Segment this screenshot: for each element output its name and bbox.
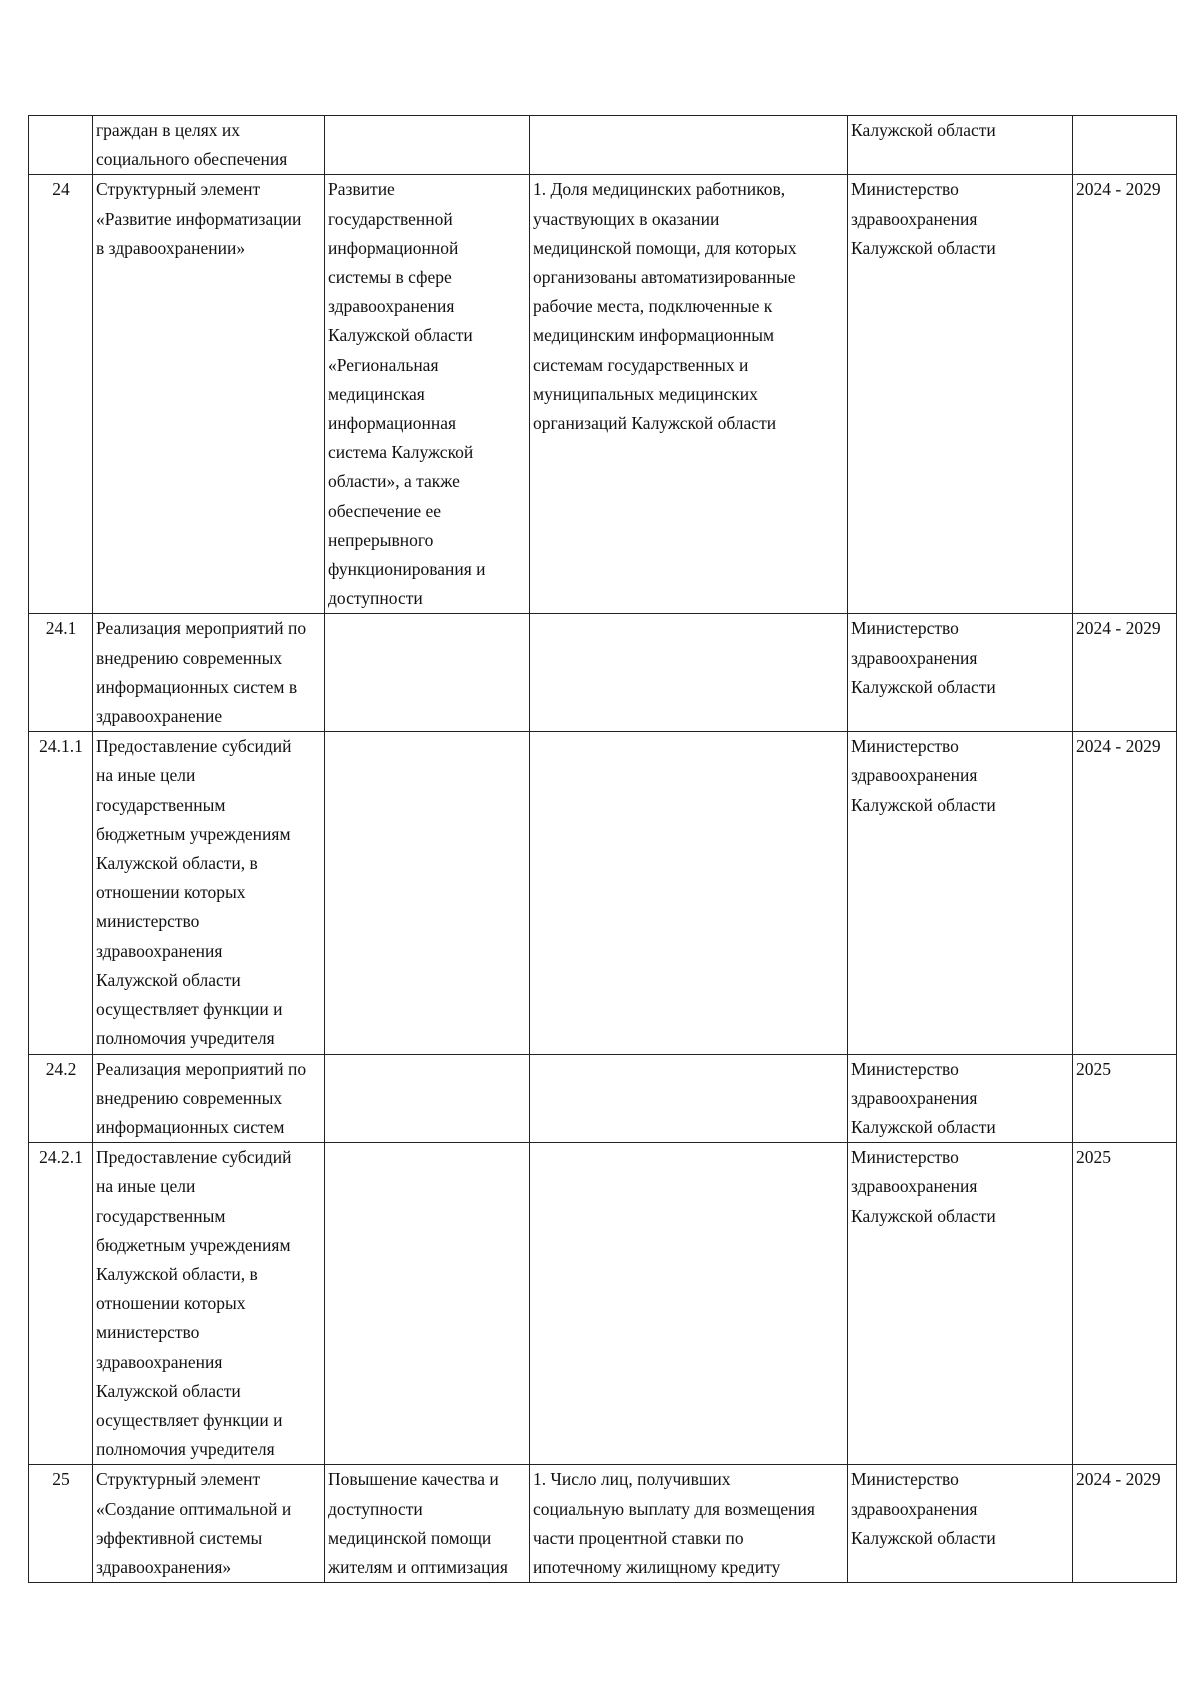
cell-name: Реализация мероприятий по внедрению современных информационных систем — [93, 1054, 325, 1143]
table-row — [29, 614, 1177, 732]
cell-task — [325, 1054, 530, 1143]
cell-indicator: 1. Доля медицинских работников, участвующих в оказании медицинской помощи, для которых организованы автоматизированные рабочие места, подключенные к медицинским информационным системам государственных и муниципальных медицинских организаций Калужской области — [530, 175, 848, 614]
cell-number: 24 — [29, 175, 93, 614]
cell-number: 24.2 — [29, 1054, 93, 1143]
cell-indicator — [530, 116, 848, 175]
table-row — [29, 1054, 1177, 1143]
cell-period — [1073, 116, 1177, 175]
cell-period: 2025 — [1073, 1143, 1177, 1465]
cell-name: Структурный элемент «Создание оптимальной и эффективной системы здравоохранения» — [93, 1465, 325, 1583]
cell-number: 24.1.1 — [29, 732, 93, 1054]
cell-task — [325, 1143, 530, 1465]
cell-number: 24.2.1 — [29, 1143, 93, 1465]
cell-number: 24.1 — [29, 614, 93, 732]
program-measures-table — [28, 115, 1177, 1583]
cell-name: Предоставление субсидий на иные цели государственным бюджетным учреждениям Калужской области, в отношении которых министерство здравоохранения Калужской области осуществляет функции и полномочия учредителя — [93, 732, 325, 1054]
table-row — [29, 116, 1177, 175]
cell-responsible: Министерство здравоохранения Калужской области — [848, 1054, 1073, 1143]
table-row — [29, 732, 1177, 1054]
cell-indicator — [530, 614, 848, 732]
table-row — [29, 175, 1177, 614]
cell-task — [325, 116, 530, 175]
cell-period: 2024 - 2029 — [1073, 175, 1177, 614]
cell-responsible: Министерство здравоохранения Калужской области — [848, 175, 1073, 614]
cell-responsible: Министерство здравоохранения Калужской области — [848, 614, 1073, 732]
cell-responsible: Министерство здравоохранения Калужской области — [848, 732, 1073, 1054]
cell-task — [325, 732, 530, 1054]
cell-responsible: Министерство здравоохранения Калужской области — [848, 1143, 1073, 1465]
cell-indicator — [530, 732, 848, 1054]
cell-task: Повышение качества и доступности медицинской помощи жителям и оптимизация — [325, 1465, 530, 1583]
cell-name: граждан в целях их социального обеспечения — [93, 116, 325, 175]
cell-period: 2024 - 2029 — [1073, 1465, 1177, 1583]
cell-indicator — [530, 1143, 848, 1465]
cell-indicator — [530, 1054, 848, 1143]
table-row — [29, 1143, 1177, 1465]
cell-name: Структурный элемент «Развитие информатизации в здравоохранении» — [93, 175, 325, 614]
cell-period: 2025 — [1073, 1054, 1177, 1143]
table-row — [29, 1465, 1177, 1583]
cell-responsible: Калужской области — [848, 116, 1073, 175]
cell-number — [29, 116, 93, 175]
cell-period: 2024 - 2029 — [1073, 732, 1177, 1054]
cell-name: Реализация мероприятий по внедрению современных информационных систем в здравоохранение — [93, 614, 325, 732]
cell-responsible: Министерство здравоохранения Калужской области — [848, 1465, 1073, 1583]
cell-task — [325, 614, 530, 732]
cell-period: 2024 - 2029 — [1073, 614, 1177, 732]
cell-name: Предоставление субсидий на иные цели государственным бюджетным учреждениям Калужской области, в отношении которых министерство здравоохранения Калужской области осуществляет функции и полномочия учредителя — [93, 1143, 325, 1465]
cell-task: Развитие государственной информационной системы в сфере здравоохранения Калужской области «Региональная медицинская информационная система Калужской области», а также обеспечение ее непрерывного функционирования и доступности — [325, 175, 530, 614]
cell-number: 25 — [29, 1465, 93, 1583]
cell-indicator: 1. Число лиц, получивших социальную выплату для возмещения части процентной ставки по ипотечному жилищному кредиту — [530, 1465, 848, 1583]
